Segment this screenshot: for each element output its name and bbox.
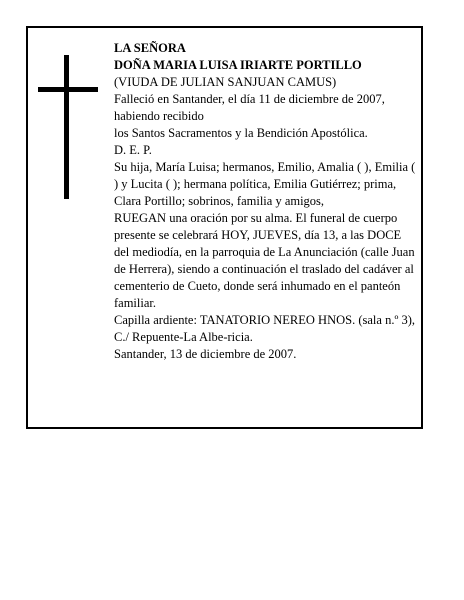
sacraments-line: los Santos Sacramentos y la Bendición Apostólica. bbox=[114, 126, 368, 140]
chapel-info: Capilla ardiente: TANATORIO NEREO HNOS. (sala n.º 3), C./ Repuente-La Albe-ricia. bbox=[114, 313, 415, 344]
obituary-notice bbox=[26, 26, 423, 429]
cross-horizontal-bar bbox=[38, 87, 98, 92]
place-date: Santander, 13 de diciembre de 2007. bbox=[114, 347, 297, 361]
widow-of-line: (VIUDA DE JULIAN SANJUAN CAMUS) bbox=[114, 75, 337, 89]
deceased-name: DOÑA MARIA LUISA IRIARTE PORTILLO bbox=[114, 58, 362, 72]
cross-vertical-bar bbox=[64, 55, 69, 199]
notice-heading: LA SEÑORA bbox=[114, 41, 186, 55]
death-info: Falleció en Santander, el día 11 de diciembre de 2007, habiendo recibido bbox=[114, 92, 385, 123]
rip-line: D. E. P. bbox=[114, 143, 152, 157]
obituary-text bbox=[114, 40, 416, 363]
family-list: Su hija, María Luisa; hermanos, Emilio, Amalia ( ), Emilia ( ) y Lucita ( ); hermana política, Emilia Gutiérrez; prima, Clara Portillo; sobrinos, familia y amigos, bbox=[114, 160, 416, 208]
funeral-details: RUEGAN una oración por su alma. El funeral de cuerpo presente se celebrará HOY, JUEVES, día 13, a las DOCE del mediodía, en la parroquia de La Anunciación (calle Juan de Herrera), siendo a continuación el traslado del cadáver al cementerio de Cueto, donde será inhumado en el panteón familiar. bbox=[114, 211, 415, 310]
cross-icon bbox=[38, 55, 98, 199]
